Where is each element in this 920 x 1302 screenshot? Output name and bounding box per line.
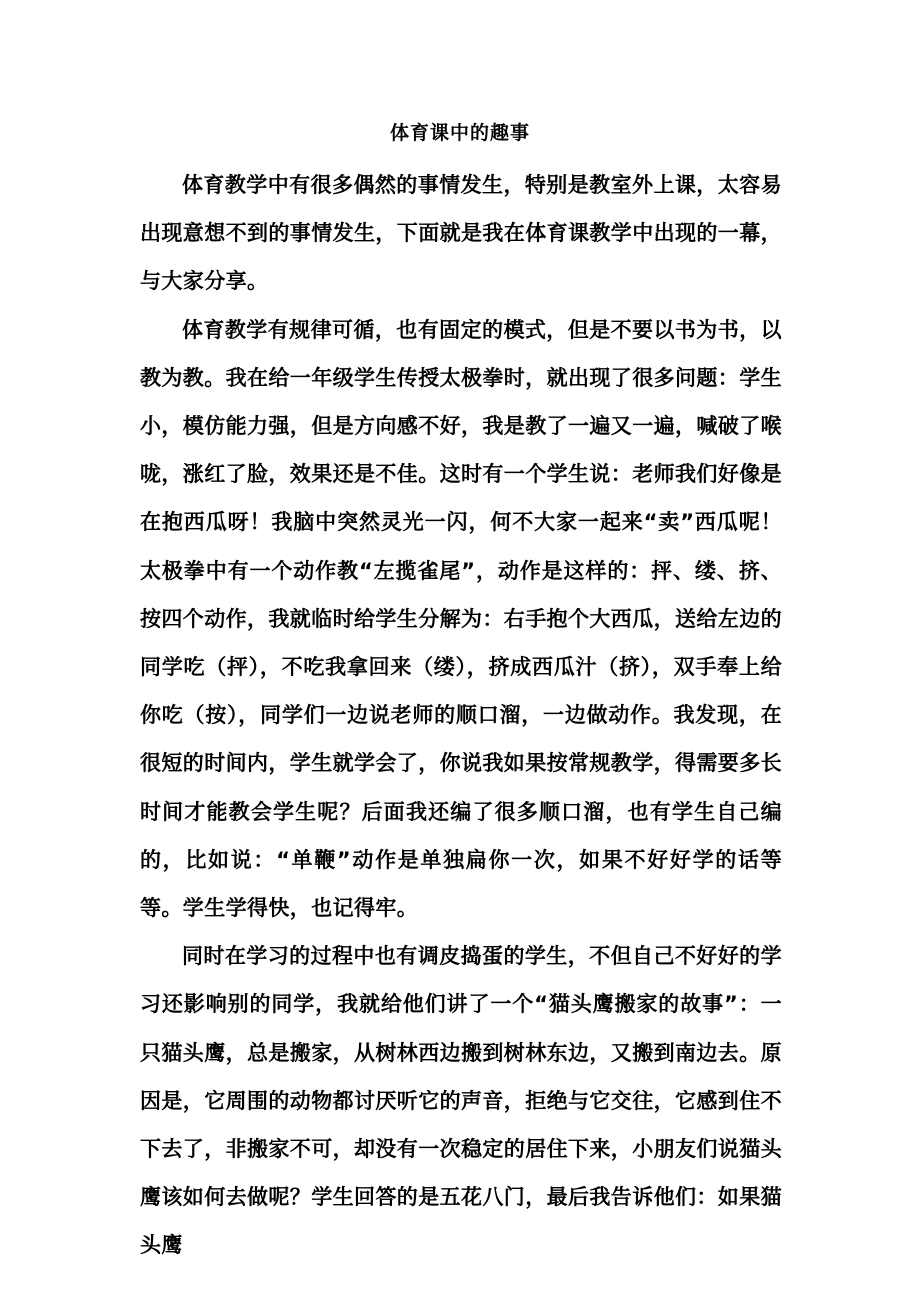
document-title: 体育课中的趣事 xyxy=(389,122,530,144)
paragraph-taiji: 体育教学有规律可循，也有固定的模式，但是不要以书为书，以教为教。我在给一年级学生传授太极拳时，就出现了很多问题：学生小，模仿能力强，但是方向感不好，我是教了一遍又一遍，喊破了喉咙，涨红了脸，效果还是不佳。这时有一个学生说：老师我们好像是在抱西瓜呀！我脑中突然灵光一闪，何不大家一起来“卖”西瓜呢！太极拳中有一个动作教“左揽雀尾”，动作是这样的：抨、缕、挤、按四个动作，我就临时给学生分解为：右手抱个大西瓜，送给左边的同学吃（抨），不吃我拿回来（缕），挤成西瓜汁（挤），双手奉上给你吃（按），同学们一边说老师的顺口溜，一边做动作。我发现，在很短的时间内，学生就学会了，你说我如果按常规教学，得需要多长时间才能教会学生呢？后面我还编了很多顺口溜，也有学生自己编的，比如说：“单鞭”动作是单独扁你一次，如果不好好学的话等等。学生学得快，也记得牢。 xyxy=(140,317,782,921)
paragraph-owl-story: 同时在学习的过程中也有调皮捣蛋的学生，不但自己不好好的学习还影响别的同学，我就给他们讲了一个“猫头鹰搬家的故事”：一只猫头鹰，总是搬家，从树林西边搬到树林东边，又搬到南边去。原因是，它周围的动物都讨厌听它的声音，拒绝与它交往，它感到住不下去了，非搬家不可，却没有一次稳定的居住下来，小朋友们说猫头鹰该如何去做呢？学生回答的是五花八门，最后我告诉他们：如果猫头鹰 xyxy=(140,944,782,1258)
paragraph-intro: 体育教学中有很多偶然的事情发生，特别是教室外上课，太容易出现意想不到的事情发生，下面就是我在体育课教学中出现的一幕，与大家分享。 xyxy=(140,173,782,294)
document-body xyxy=(140,161,782,1270)
